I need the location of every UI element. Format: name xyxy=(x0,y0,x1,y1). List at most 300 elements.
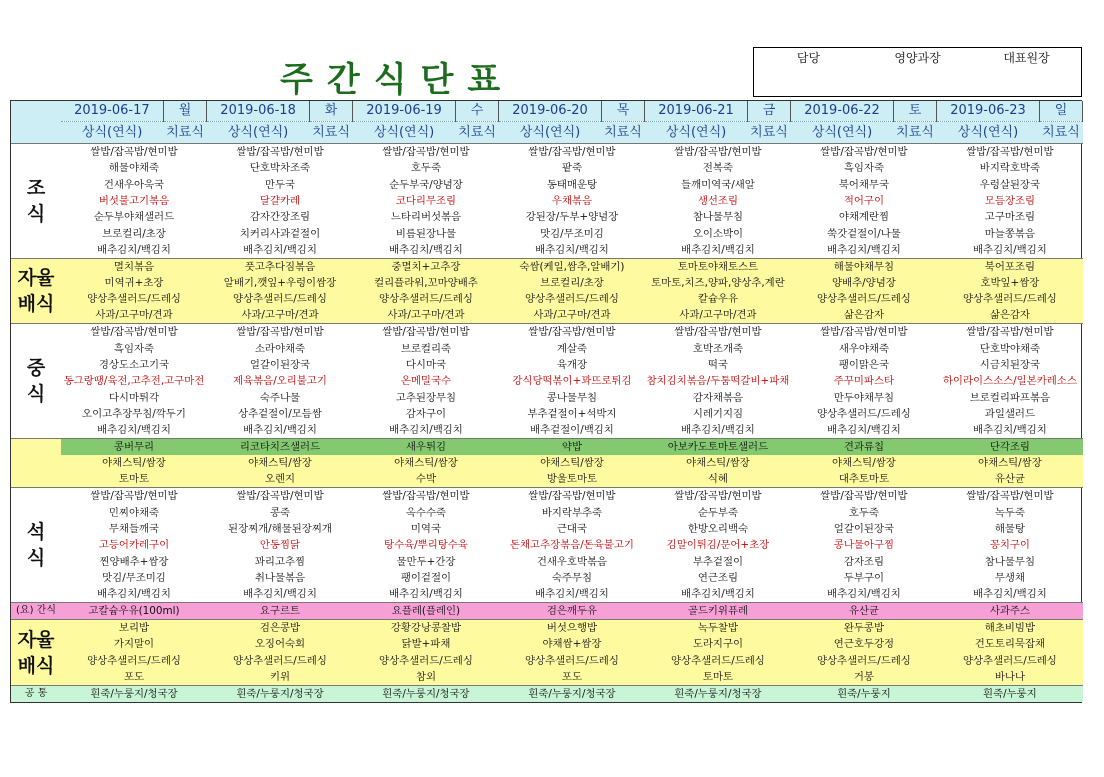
menu-item: 방울토마토 xyxy=(499,471,645,488)
menu-item: 리코타치즈샐러드 xyxy=(207,439,353,456)
lunch-label: 중 식 xyxy=(11,324,61,439)
menu-item: 탕수육/뿌리탕수육 xyxy=(384,539,468,552)
menu-item: 골드키위퓨레 xyxy=(645,603,791,620)
menu-item: 강황강낭콩찰밥 xyxy=(353,620,499,637)
diet-type-regular: 상식(연식) xyxy=(645,122,747,144)
menu-item: 배추김치/백김치 xyxy=(535,588,609,601)
menu-item: 호박조개죽 xyxy=(692,342,744,355)
weekday-cell: 수 xyxy=(455,101,499,122)
menu-item: 고칼슘우유(100ml) xyxy=(61,603,207,620)
menu-item: 흰죽/누룽지/청국장 xyxy=(499,685,645,702)
self_pm-row xyxy=(11,653,1083,669)
menu-item: 멸치볶음 xyxy=(61,258,207,275)
menu-item: 요플레(플레인) xyxy=(353,603,499,620)
menu-item: 다시마튀각 xyxy=(108,391,160,404)
breakfast-row xyxy=(11,144,1083,161)
diet-type-row xyxy=(11,122,1083,144)
menu-table xyxy=(10,100,1082,703)
menu-item: 쌀밥/잡곡밥/현미밥 xyxy=(499,144,645,161)
menu-item: 마늘쫑볶음 xyxy=(984,227,1035,240)
menu-item: 안동찜닭 xyxy=(259,539,301,552)
dinner-row xyxy=(11,521,1083,537)
menu-item: 무생채 xyxy=(994,572,1025,585)
menu-item: 참나물무침 xyxy=(692,211,744,224)
menu-item: 알배기,깻잎+우렁이쌈장 xyxy=(207,275,353,291)
menu-item: 단각조림 xyxy=(937,439,1083,456)
menu-item: 바지락호박죽 xyxy=(979,162,1041,175)
date-cell: 2019-06-20 xyxy=(499,101,601,122)
diet-type-regular: 상식(연식) xyxy=(207,122,309,144)
menu-item: 완두콩밥 xyxy=(791,620,937,637)
menu-item: 쌀밥/잡곡밥/현미밥 xyxy=(645,488,791,505)
menu-item: 호박잎+쌈장 xyxy=(937,275,1083,291)
menu-item: 양배추/양념장 xyxy=(791,275,937,291)
menu-item: 양상추샐러드/드레싱 xyxy=(61,653,207,669)
menu-item: 대추토마토 xyxy=(791,471,937,488)
menu-item: 양상추샐러드/드레싱 xyxy=(207,653,353,669)
menu-item: 옥수수죽 xyxy=(405,506,447,519)
menu-item: 양상추샐러드/드레싱 xyxy=(353,291,499,307)
corner-cell xyxy=(11,101,61,144)
menu-item: 건도토리묵잡채 xyxy=(937,636,1083,652)
menu-item: 양상추샐러드/드레싱 xyxy=(499,653,645,669)
menu-item: 토마토 xyxy=(61,471,207,488)
menu-item: 만두야채무침 xyxy=(833,391,895,404)
snack-row xyxy=(11,455,1083,471)
menu-item: 브로컬리죽 xyxy=(400,342,452,355)
weekday-cell: 일 xyxy=(1039,101,1083,122)
date-cell: 2019-06-23 xyxy=(937,101,1039,122)
menu-item: 약밥 xyxy=(499,439,645,456)
menu-item: 배추김치/백김치 xyxy=(681,588,755,601)
menu-item: 미역귀+초장 xyxy=(61,275,207,291)
menu-item: 검은깨두유 xyxy=(499,603,645,620)
menu-item: 숙주나물 xyxy=(259,391,301,404)
breakfast-row xyxy=(11,242,1083,259)
menu-item: 해초비빔밥 xyxy=(937,620,1083,637)
menu-item: 순두부국/양념장 xyxy=(389,178,463,191)
menu-item: 도라지구이 xyxy=(645,636,791,652)
menu-item: 만두국 xyxy=(264,178,296,191)
dinner-row xyxy=(11,488,1083,505)
diet-type-regular: 상식(연식) xyxy=(61,122,163,144)
menu-item: 배추김치/백김치 xyxy=(243,588,317,601)
menu-item: 시레기지짐 xyxy=(692,407,744,420)
menu-item: 배추김치/백김치 xyxy=(681,424,755,437)
approval-label-director: 대표원장 xyxy=(1003,51,1050,65)
menu-item: 계살죽 xyxy=(556,342,587,355)
dinner-row xyxy=(11,504,1083,520)
menu-item: 사과주스 xyxy=(937,603,1083,620)
common-row xyxy=(11,685,1083,702)
menu-item: 온메밀국수 xyxy=(400,375,452,388)
menu-item: 동태매운탕 xyxy=(546,178,598,191)
menu-item: 적어구이 xyxy=(843,194,884,207)
menu-item: 배추겉절이/백김치 xyxy=(530,424,614,437)
menu-item: 흰죽/누룽지/청국장 xyxy=(61,685,207,702)
menu-item: 쌀밥/잡곡밥/현미밥 xyxy=(207,488,353,505)
lunch-row xyxy=(11,357,1083,373)
menu-item: 요구르트 xyxy=(207,603,353,620)
weekday-cell: 금 xyxy=(747,101,791,122)
menu-item: 버섯으행밥 xyxy=(499,620,645,637)
lunch-row xyxy=(11,324,1083,341)
menu-item: 팥죽 xyxy=(561,162,582,175)
menu-item: 배추김치/백김치 xyxy=(97,243,171,256)
self_pm-row xyxy=(11,620,1083,637)
menu-item: 북어채무국 xyxy=(838,178,889,191)
self-service-pm-label: 자율 배식 xyxy=(11,620,61,686)
menu-item: 사과/고구마/견과 xyxy=(207,307,353,324)
menu-item: 야채스틱/쌈장 xyxy=(645,455,791,471)
menu-item: 쌀밥/잡곡밥/현미밥 xyxy=(499,324,645,341)
menu-item: 찐양배추+쌈장 xyxy=(99,555,169,568)
menu-item: 토마토야채토스트 xyxy=(645,258,791,275)
self_am-row xyxy=(11,307,1083,324)
menu-item: 야채쌈+쌈장 xyxy=(499,636,645,652)
diet-type-therapeutic: 치료식 xyxy=(455,122,499,144)
self_pm-row xyxy=(11,636,1083,652)
menu-item: 된장찌개/해물된장찌개 xyxy=(228,522,332,535)
menu-item: 배추김치/백김치 xyxy=(97,588,171,601)
menu-item: 숙주무침 xyxy=(551,572,593,585)
menu-item: 콩버무리 xyxy=(61,439,207,456)
menu-item: 거봉 xyxy=(791,669,937,686)
menu-item: 생선조림 xyxy=(697,194,738,207)
menu-item: 순두부야채샐러드 xyxy=(93,211,175,224)
menu-item: 쌀밥/잡곡밥/현미밥 xyxy=(353,144,499,161)
menu-item: 연근조림 xyxy=(697,572,738,585)
menu-item: 사과/고구마/견과 xyxy=(61,307,207,324)
menu-item: 흰죽/누룽지/청국장 xyxy=(645,685,791,702)
menu-item: 녹두찰밥 xyxy=(645,620,791,637)
menu-item: 바나나 xyxy=(937,669,1083,686)
date-cell: 2019-06-17 xyxy=(61,101,163,122)
menu-item: 양상추샐러드/드레싱 xyxy=(353,653,499,669)
menu-item: 해물야채무침 xyxy=(791,258,937,275)
diet-type-regular: 상식(연식) xyxy=(353,122,455,144)
menu-item: 부추겉절이+석박지 xyxy=(527,407,617,420)
menu-item: 배추김치/백김치 xyxy=(243,424,317,437)
menu-item: 콩죽 xyxy=(269,506,291,519)
menu-item: 다시마국 xyxy=(405,358,447,371)
dinner-row xyxy=(11,570,1083,586)
menu-item: 쌀밥/잡곡밥/현미밥 xyxy=(207,144,353,161)
menu-item: 쌀밥/잡곡밥/현미밥 xyxy=(791,324,937,341)
common-label: 공 통 xyxy=(11,685,61,702)
date-cell: 2019-06-19 xyxy=(353,101,455,122)
menu-item: 참치김치볶음/두툼떡갈비+파채 xyxy=(646,375,790,388)
dinner-row xyxy=(11,537,1083,553)
menu-item: 쌀밥/잡곡밥/현미밥 xyxy=(937,144,1083,161)
menu-item: 제육볶음/오리불고기 xyxy=(233,375,327,388)
diet-type-regular: 상식(연식) xyxy=(937,122,1039,144)
menu-item: 건새우아욱국 xyxy=(103,178,165,191)
menu-item: 버섯불고기볶음 xyxy=(98,194,170,207)
menu-item: 새우야채죽 xyxy=(838,342,889,355)
menu-item: 근대국 xyxy=(556,522,587,535)
menu-item: 들깨미역국/새알 xyxy=(681,178,755,191)
night-snack-label: (요) 간식 xyxy=(11,603,61,620)
menu-item: 브로컬리/초장 xyxy=(499,275,645,291)
dinner-row xyxy=(11,554,1083,570)
menu-item: 우채볶음 xyxy=(551,194,593,207)
menu-item: 포도 xyxy=(61,669,207,686)
menu-item: 감자채볶음 xyxy=(692,391,744,404)
menu-item: 꽁치구이 xyxy=(989,539,1030,552)
menu-item: 유산균 xyxy=(937,471,1083,488)
menu-item: 양상추샐러드/드레싱 xyxy=(816,407,911,420)
menu-item: 배추김치/백김치 xyxy=(827,588,901,601)
breakfast-row xyxy=(11,176,1083,192)
diet-type-therapeutic: 치료식 xyxy=(747,122,791,144)
menu-item: 검은콩밥 xyxy=(207,620,353,637)
menu-item: 콩나물아구찜 xyxy=(833,539,895,552)
menu-item: 양상추샐러드/드레싱 xyxy=(645,653,791,669)
self_pm-row xyxy=(11,669,1083,686)
menu-item: 사과/고구마/견과 xyxy=(353,307,499,324)
menu-item: 식혜 xyxy=(645,471,791,488)
lunch-row xyxy=(11,406,1083,422)
snack-green-row xyxy=(11,439,1083,456)
lunch-row xyxy=(11,340,1083,356)
menu-item: 바지락부추죽 xyxy=(541,506,603,519)
menu-item: 주꾸미파스타 xyxy=(833,375,895,388)
menu-item: 배추김치/백김치 xyxy=(973,424,1047,437)
menu-item: 고구마조림 xyxy=(984,211,1035,224)
menu-item: 흰죽/누룽지 xyxy=(937,685,1083,702)
menu-item: 녹두죽 xyxy=(994,506,1025,519)
dinner-label: 석 식 xyxy=(11,488,61,603)
menu-item: 쌀밥/잡곡밥/현미밥 xyxy=(937,488,1083,505)
menu-item: 부추겉절이 xyxy=(692,555,744,568)
snack-label xyxy=(11,439,61,488)
menu-item: 야채스틱/쌈장 xyxy=(61,455,207,471)
menu-item: 호두죽 xyxy=(410,162,442,175)
menu-item: 양상추샐러드/드레싱 xyxy=(791,291,937,307)
menu-item: 양상추샐러드/드레싱 xyxy=(937,653,1083,669)
menu-item: 배추김치/백김치 xyxy=(389,424,463,437)
diet-type-therapeutic: 치료식 xyxy=(1039,122,1083,144)
approval-label-nutrition: 영양과장 xyxy=(894,51,941,65)
menu-item: 양상추샐러드/드레싱 xyxy=(61,291,207,307)
date-cell: 2019-06-21 xyxy=(645,101,747,122)
menu-item: 닭발+파채 xyxy=(353,636,499,652)
menu-item: 해물야채죽 xyxy=(108,162,160,175)
menu-item: 배추김치/백김치 xyxy=(973,243,1047,256)
menu-item: 건새우호박볶음 xyxy=(536,555,608,568)
menu-item: 쑥갓겉절이/나물 xyxy=(827,227,901,240)
menu-item: 물만두+간장 xyxy=(396,555,456,568)
menu-item: 시금치된장국 xyxy=(979,358,1041,371)
menu-item: 우렁살된장국 xyxy=(979,178,1041,191)
self_am-row xyxy=(11,258,1083,275)
date-cell: 2019-06-18 xyxy=(207,101,309,122)
menu-item: 팽이겉절이 xyxy=(400,572,452,585)
menu-item: 두부구이 xyxy=(843,572,884,585)
menu-item: 야채스틱/쌈장 xyxy=(207,455,353,471)
menu-item: 치커리사과겉절이 xyxy=(239,227,321,240)
menu-item: 미역국 xyxy=(410,522,442,535)
menu-item: 브로컬리/초장 xyxy=(102,227,166,240)
menu-item: 하이라이스소스/일본카레소스 xyxy=(942,375,1077,388)
menu-item: 육개장 xyxy=(556,358,587,371)
menu-item: 쌀밥/잡곡밥/현미밥 xyxy=(61,324,207,341)
menu-item: 연근호두강정 xyxy=(791,636,937,652)
weekday-cell: 목 xyxy=(601,101,645,122)
snack-row xyxy=(11,471,1083,488)
menu-item: 북어포조림 xyxy=(937,258,1083,275)
self-service-label: 자율 배식 xyxy=(11,258,61,324)
menu-item: 배추김치/백김치 xyxy=(243,243,317,256)
menu-item: 느타리버섯볶음 xyxy=(390,211,462,224)
menu-item: 전복죽 xyxy=(702,162,733,175)
menu-item: 야채스틱/쌈장 xyxy=(937,455,1083,471)
weekday-cell: 토 xyxy=(893,101,937,122)
menu-item: 흰죽/누룽지/청국장 xyxy=(207,685,353,702)
menu-item: 떡국 xyxy=(707,358,728,371)
date-cell: 2019-06-22 xyxy=(791,101,893,122)
menu-item: 오징어숙회 xyxy=(207,636,353,652)
menu-item: 순두부죽 xyxy=(697,506,738,519)
menu-item: 상추겉절이/모듬쌈 xyxy=(238,407,322,420)
menu-item: 삶은감자 xyxy=(937,307,1083,324)
menu-item: 단호박차조죽 xyxy=(249,162,311,175)
menu-item: 양상추샐러드/드레싱 xyxy=(791,653,937,669)
diet-type-regular: 상식(연식) xyxy=(791,122,893,144)
menu-item: 맛김/무조미김 xyxy=(540,227,604,240)
menu-item: 흑임자죽 xyxy=(843,162,884,175)
menu-item: 무채들깨국 xyxy=(108,522,160,535)
lunch-row xyxy=(11,389,1083,405)
menu-item: 배추김치/백김치 xyxy=(97,424,171,437)
menu-item: 컬리플라워,꼬마양배추 xyxy=(353,275,499,291)
menu-item: 감자조림 xyxy=(843,555,884,568)
menu-item: 단호박야채죽 xyxy=(979,342,1041,355)
menu-item: 야채스틱/쌈장 xyxy=(499,455,645,471)
breakfast-row xyxy=(11,160,1083,176)
dinner-row xyxy=(11,586,1083,603)
menu-item: 김말이튀김/문어+초장 xyxy=(666,539,770,552)
menu-item: 취나물볶음 xyxy=(254,572,306,585)
menu-item: 팽이맑은국 xyxy=(838,358,889,371)
menu-item: 풋고추다짐볶음 xyxy=(207,258,353,275)
menu-item: 쌀밥/잡곡밥/현미밥 xyxy=(937,324,1083,341)
lunch-row xyxy=(11,373,1083,389)
menu-item: 오이고추장무침/깍두기 xyxy=(82,407,186,420)
menu-item: 배추김치/백김치 xyxy=(827,243,901,256)
menu-item: 쌀밥/잡곡밥/현미밥 xyxy=(791,144,937,161)
menu-item: 중멸치+고추장 xyxy=(353,258,499,275)
self_am-row xyxy=(11,275,1083,291)
menu-item: 배추김치/백김치 xyxy=(389,588,463,601)
menu-item: 과일샐러드 xyxy=(984,407,1035,420)
menu-item: 새우튀김 xyxy=(353,439,499,456)
menu-item: 칼슘우유 xyxy=(645,291,791,307)
night-snack-row xyxy=(11,603,1083,620)
menu-item: 흰죽/누룽지/청국장 xyxy=(353,685,499,702)
menu-item: 키위 xyxy=(207,669,353,686)
approval-label-staff: 담당 xyxy=(796,51,821,65)
menu-item: 포도 xyxy=(499,669,645,686)
menu-item: 쌀밥/잡곡밥/현미밥 xyxy=(791,488,937,505)
menu-item: 얼갈이된장국 xyxy=(249,358,311,371)
breakfast-row xyxy=(11,225,1083,241)
menu-item: 야채스틱/쌈장 xyxy=(353,455,499,471)
menu-item: 보리밥 xyxy=(61,620,207,637)
menu-item: 수박 xyxy=(353,471,499,488)
menu-item: 콩나물무침 xyxy=(546,391,598,404)
weekday-cell: 월 xyxy=(163,101,207,122)
menu-item: 유산균 xyxy=(791,603,937,620)
menu-item: 흑임자죽 xyxy=(113,342,155,355)
page-title: 주간식단표 xyxy=(280,60,515,100)
menu-item: 쌀밥/잡곡밥/현미밥 xyxy=(353,488,499,505)
menu-item: 사과/고구마/견과 xyxy=(645,307,791,324)
menu-item: 모듬장조림 xyxy=(984,194,1035,207)
menu-item: 비름된장나물 xyxy=(395,227,457,240)
menu-item: 경상도소고기국 xyxy=(98,358,170,371)
menu-item: 감자간장조림 xyxy=(249,211,311,224)
menu-item: 가지말이 xyxy=(61,636,207,652)
menu-item: 쌀밥/잡곡밥/현미밥 xyxy=(61,488,207,505)
menu-item: 쌀밥/잡곡밥/현미밥 xyxy=(645,324,791,341)
menu-item: 고등어카레구이 xyxy=(98,539,170,552)
menu-item: 돈채고추장볶음/돈육불고기 xyxy=(509,539,634,552)
menu-item: 참외 xyxy=(353,669,499,686)
menu-item: 견과류칩 xyxy=(791,439,937,456)
menu-item: 꽈리고추찜 xyxy=(254,555,306,568)
menu-item: 쌀밥/잡곡밥/현미밥 xyxy=(61,144,207,161)
menu-item: 오렌지 xyxy=(207,471,353,488)
menu-item: 배추김치/백김치 xyxy=(535,243,609,256)
diet-type-regular: 상식(연식) xyxy=(499,122,601,144)
menu-item: 한방오리백숙 xyxy=(687,522,749,535)
menu-item: 참나물무침 xyxy=(984,555,1035,568)
menu-item: 민찌야채죽 xyxy=(108,506,160,519)
menu-item: 배추김치/백김치 xyxy=(973,588,1047,601)
menu-item: 양상추샐러드/드레싱 xyxy=(499,291,645,307)
menu-item: 쌀밥/잡곡밥/현미밥 xyxy=(353,324,499,341)
menu-item: 강된장/두부+양념장 xyxy=(525,211,619,224)
menu-item: 양상추샐러드/드레싱 xyxy=(207,291,353,307)
breakfast-label: 조 식 xyxy=(11,144,61,259)
menu-item: 브로컬리파프볶음 xyxy=(969,391,1051,404)
menu-item: 오이소박이 xyxy=(692,227,744,240)
menu-item: 쌀밥/잡곡밥/현미밥 xyxy=(645,144,791,161)
menu-item: 고추된장무침 xyxy=(395,391,457,404)
breakfast-row xyxy=(11,193,1083,209)
breakfast-row xyxy=(11,209,1083,225)
self_am-row xyxy=(11,291,1083,307)
lunch-row xyxy=(11,422,1083,439)
diet-type-therapeutic: 치료식 xyxy=(163,122,207,144)
menu-item: 동그랑땡/육전,고추전,고구마전 xyxy=(63,375,205,388)
menu-item: 맛김/무조미김 xyxy=(102,572,166,585)
weekday-cell: 화 xyxy=(309,101,353,122)
approval-box xyxy=(753,47,1082,97)
menu-item: 호두죽 xyxy=(848,506,879,519)
menu-item: 삶은감자 xyxy=(791,307,937,324)
date-row xyxy=(11,101,1083,122)
menu-item: 사과/고구마/견과 xyxy=(499,307,645,324)
menu-item: 아보카도토마토샐러드 xyxy=(645,439,791,456)
menu-item: 야채스틱/쌈장 xyxy=(791,455,937,471)
menu-item: 흰죽/누룽지 xyxy=(791,685,937,702)
diet-type-therapeutic: 치료식 xyxy=(601,122,645,144)
menu-item: 얼갈이된장국 xyxy=(833,522,895,535)
menu-item: 달걀카레 xyxy=(259,194,301,207)
